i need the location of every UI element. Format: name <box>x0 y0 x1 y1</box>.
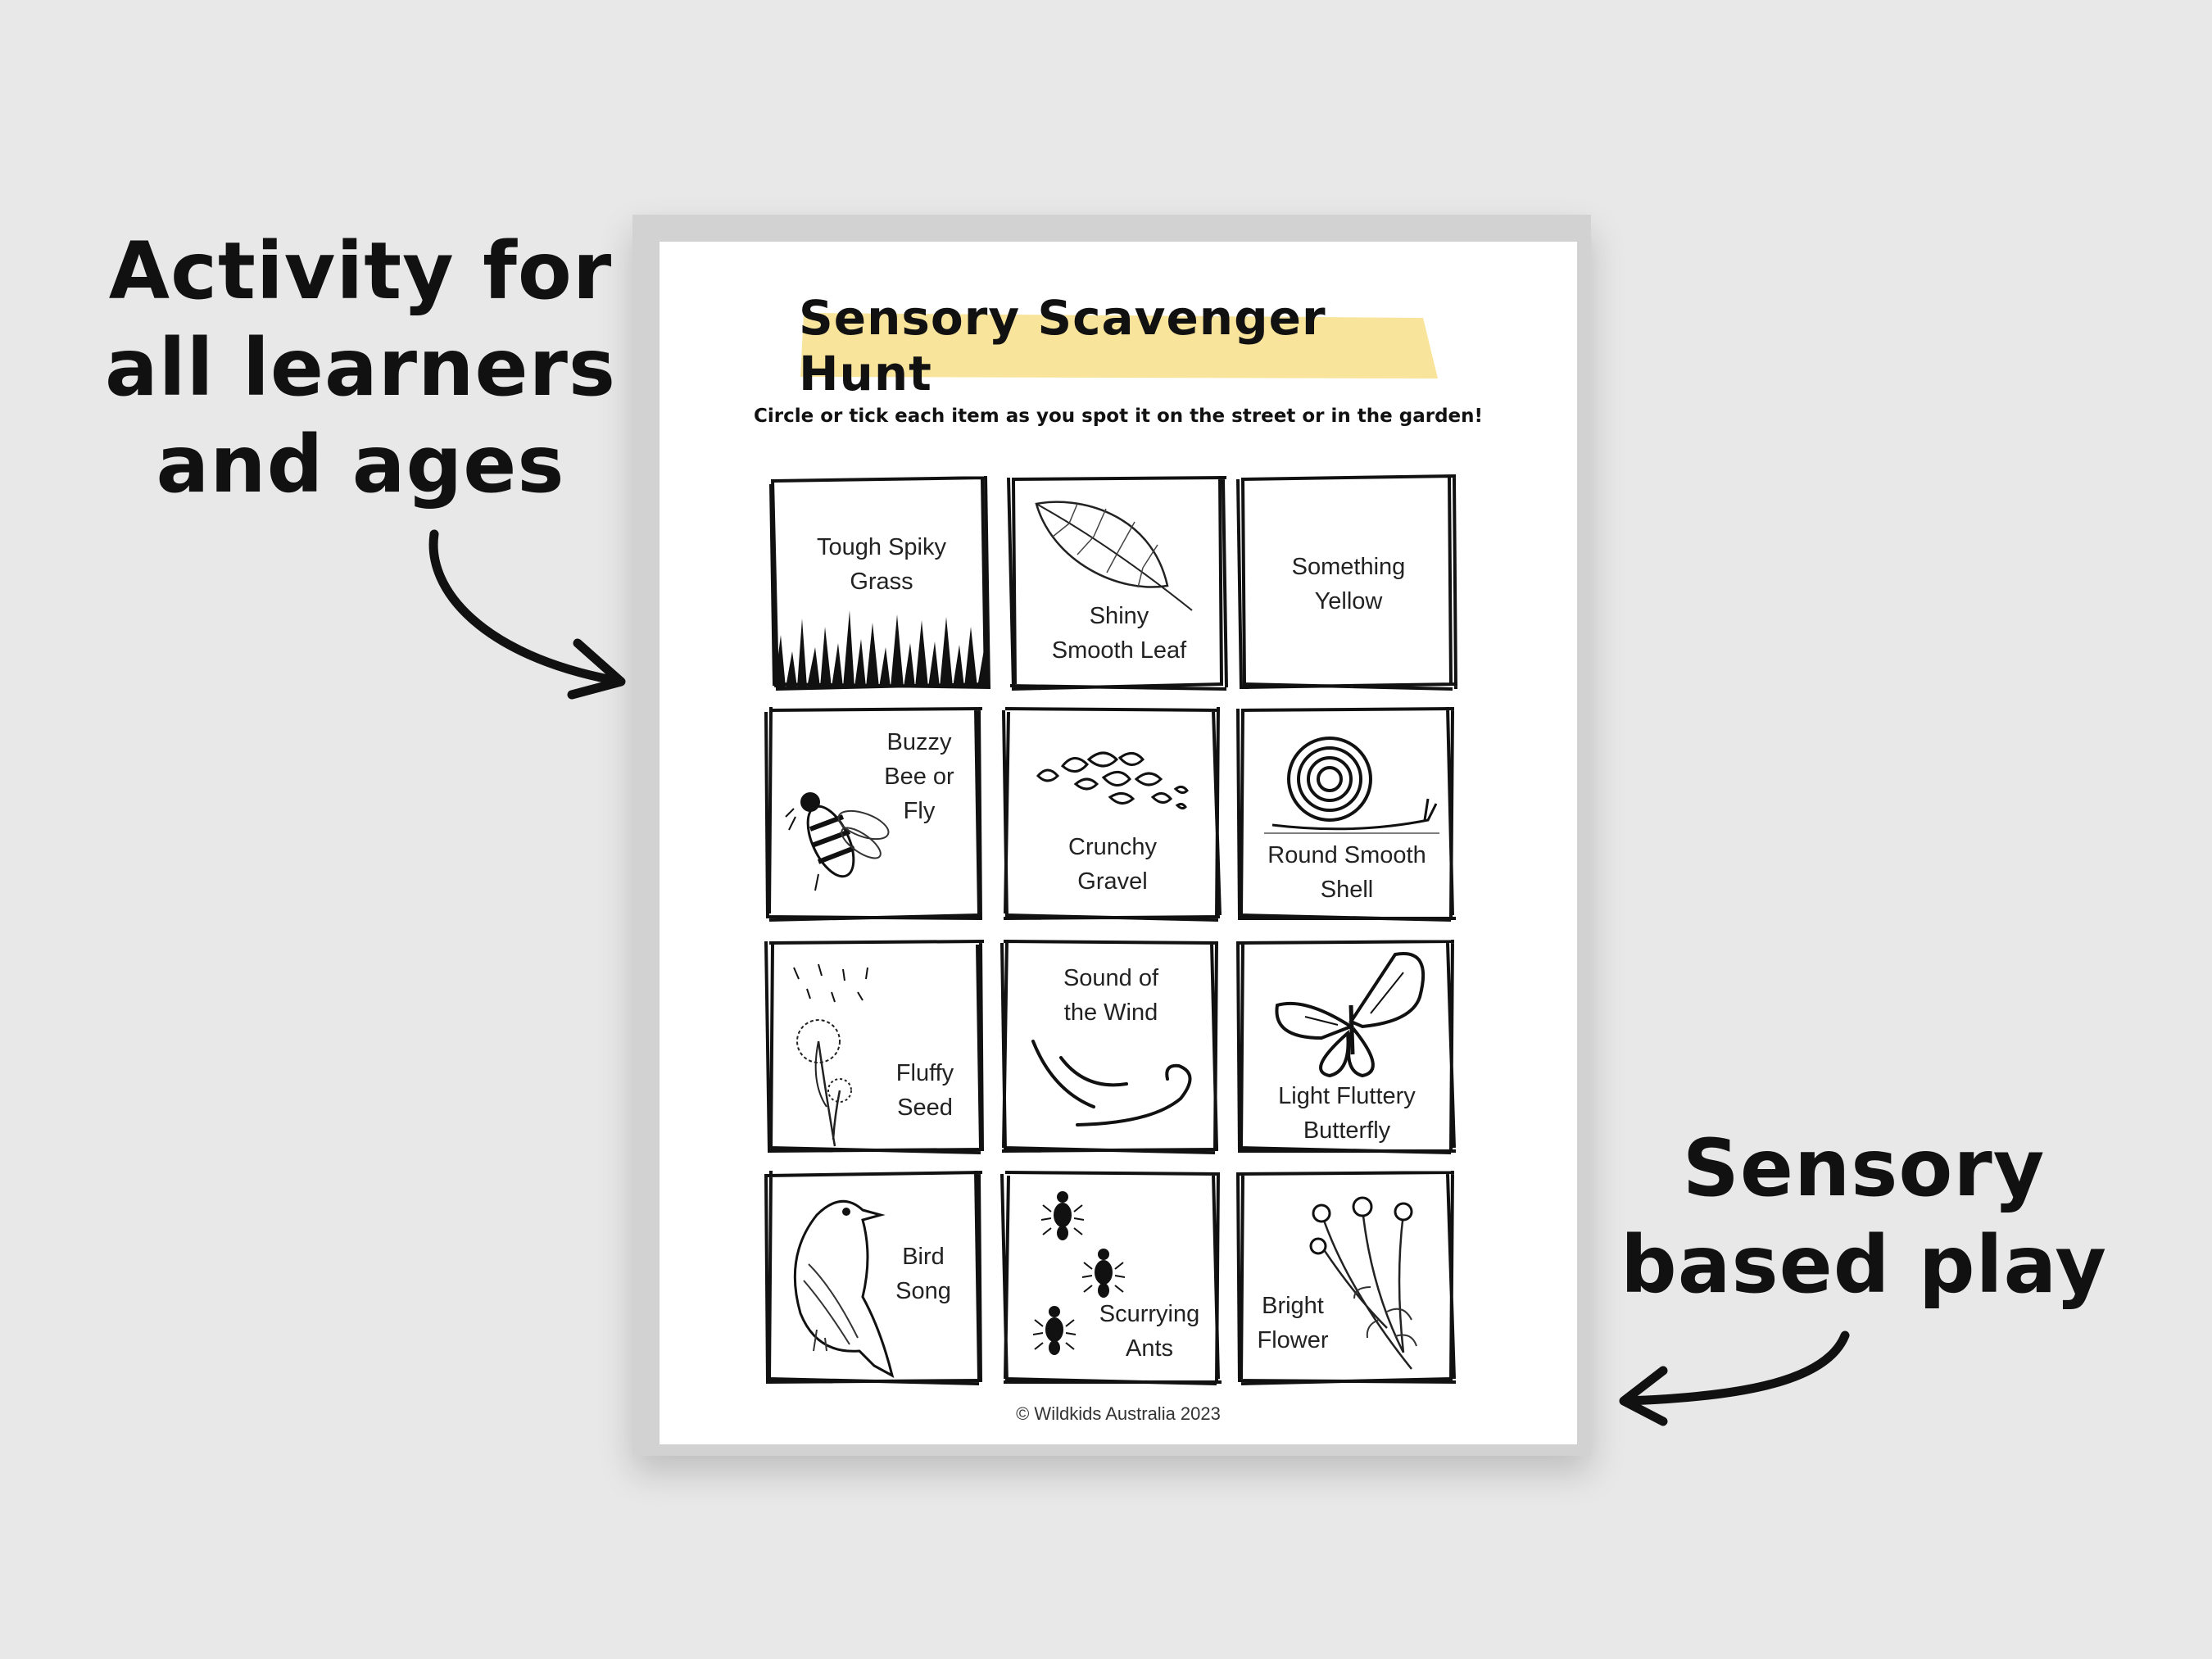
item-cell-snail[interactable] <box>1240 710 1454 918</box>
item-label: Bird Song <box>895 1244 951 1304</box>
bee-icon <box>786 784 892 899</box>
worksheet-instructions: Circle or tick each item as you spot it on the street or in the garden! <box>753 406 1484 427</box>
item-label: Sound of the Wind <box>1063 965 1159 1026</box>
item-label: Fluffy Seed <box>895 1060 954 1121</box>
title-banner <box>799 290 1438 401</box>
callout-right-text: Sensory based play <box>1620 1122 2107 1311</box>
leaf-icon <box>1028 496 1208 610</box>
arrow-left-icon <box>410 524 639 705</box>
callout-left-text: Activity for all learners and ages <box>104 225 617 510</box>
item-label: Bright Flower <box>1257 1293 1329 1353</box>
item-cell-grass[interactable] <box>774 479 989 687</box>
item-cell-leaf[interactable] <box>1012 479 1226 687</box>
grass-icon <box>774 602 989 687</box>
item-label: Shiny Smooth Leaf <box>1051 603 1187 664</box>
butterfly-icon <box>1272 948 1436 1079</box>
item-label: Light Fluttery Butterfly <box>1278 1083 1416 1144</box>
item-cell-bee[interactable] <box>768 710 982 918</box>
item-label: Round Smooth Shell <box>1267 842 1426 903</box>
copyright-footer: © Wildkids Australia 2023 <box>1016 1403 1221 1424</box>
item-label: Something Yellow <box>1291 554 1406 614</box>
item-cell-wind[interactable] <box>1004 943 1218 1151</box>
item-cell-ants[interactable] <box>1005 1174 1220 1382</box>
item-cell-flower[interactable] <box>1240 1174 1454 1382</box>
callout-sensory-play <box>1610 1120 2118 1313</box>
gravel-icon <box>1030 743 1202 817</box>
arrow-right-icon <box>1606 1323 1868 1421</box>
snail-icon <box>1264 728 1444 843</box>
scavenger-grid <box>774 479 1479 1400</box>
item-cell-seed[interactable] <box>769 943 984 1151</box>
item-cell-yellow[interactable] <box>1241 479 1456 687</box>
item-cell-butterfly[interactable] <box>1240 943 1454 1151</box>
worksheet-page <box>660 242 1577 1444</box>
item-label: Buzzy Bee or Fly <box>884 729 954 824</box>
wind-icon <box>1028 1033 1208 1131</box>
callout-all-learners <box>98 223 623 513</box>
item-label: Crunchy Gravel <box>1068 834 1157 895</box>
item-cell-gravel[interactable] <box>1005 710 1220 918</box>
item-cell-bird[interactable] <box>768 1174 982 1382</box>
worksheet-title: Sensory Scavenger Hunt <box>799 290 1326 401</box>
item-label: Scurrying Ants <box>1099 1301 1200 1362</box>
item-label: Tough Spiky Grass <box>817 534 946 595</box>
